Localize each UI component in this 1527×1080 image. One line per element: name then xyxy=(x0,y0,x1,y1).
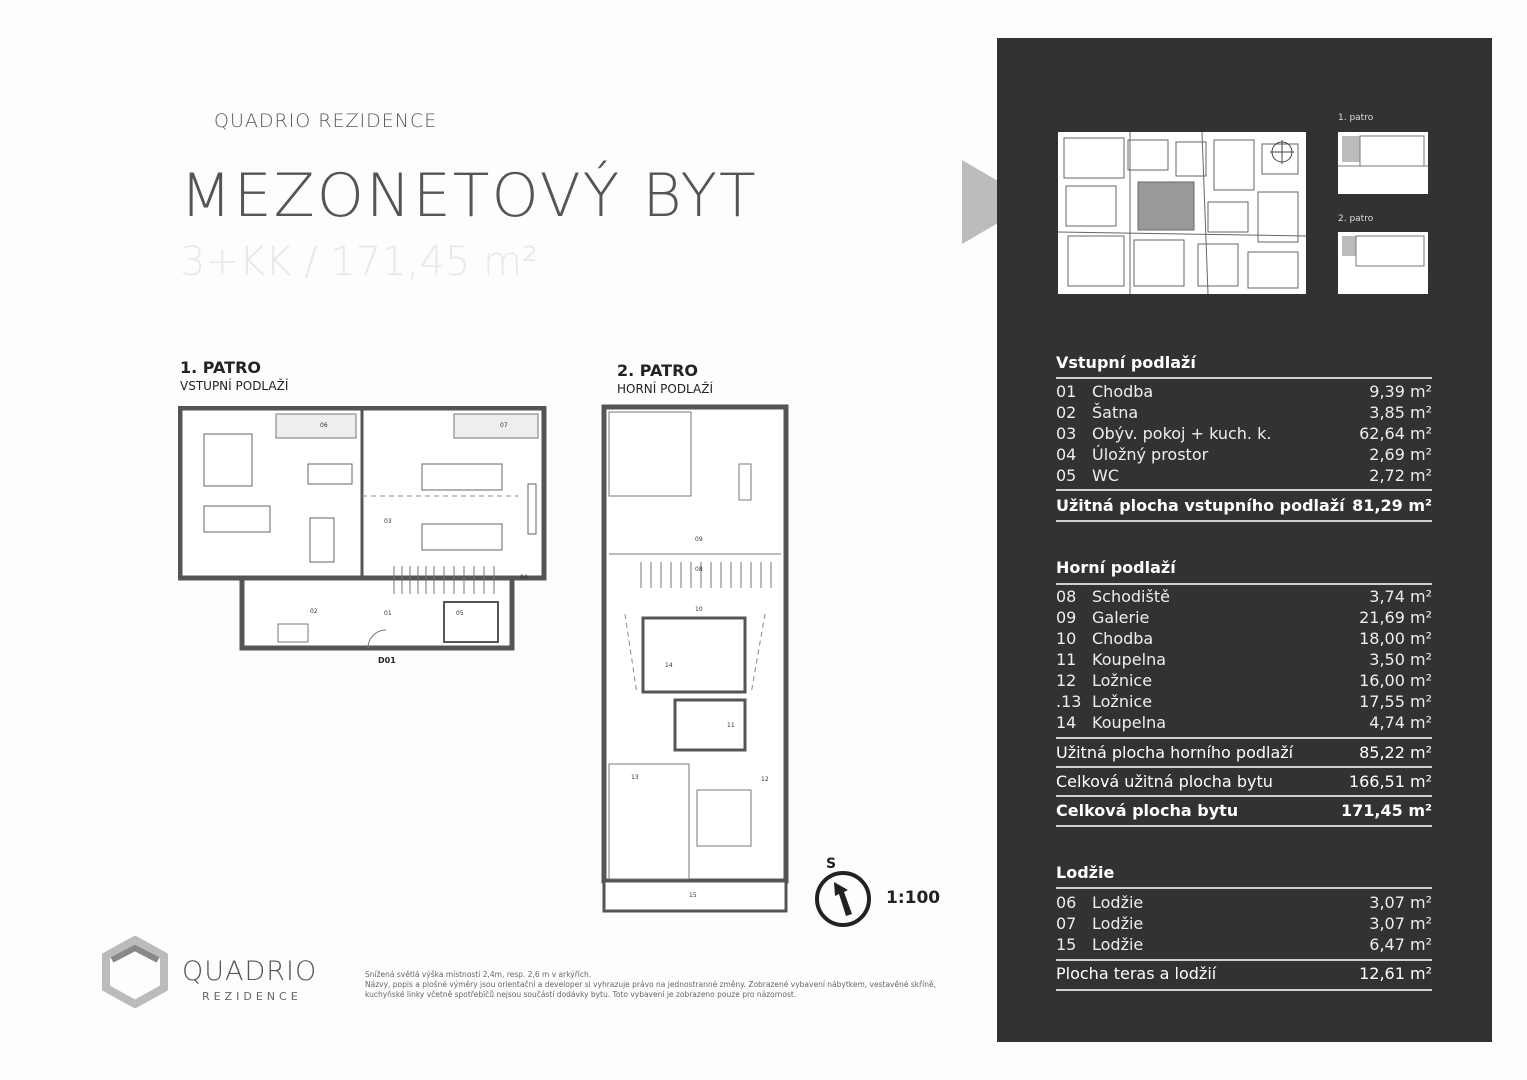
table-row xyxy=(1056,671,1432,692)
room-area: 3,07 m² xyxy=(1369,914,1432,933)
floor1-plan xyxy=(178,406,548,656)
section-entry-title: Vstupní podlaží xyxy=(1056,353,1196,372)
total-area: 171,45 m² xyxy=(1341,801,1432,820)
divider xyxy=(1056,583,1432,585)
room-code: 01 xyxy=(1056,382,1077,401)
locator-floor1-thumb xyxy=(1338,132,1428,194)
usable-total-row xyxy=(1056,772,1432,793)
divider xyxy=(1056,989,1432,991)
room-area: 3,74 m² xyxy=(1369,587,1432,606)
room-area: 17,55 m² xyxy=(1359,692,1432,711)
room-number: 10 xyxy=(695,606,703,613)
room-code: .13 xyxy=(1056,692,1082,711)
room-area: 6,47 m² xyxy=(1369,935,1432,954)
floor2-subtitle: HORNÍ PODLAŽÍ xyxy=(617,382,713,396)
divider xyxy=(1056,959,1432,961)
room-code: 09 xyxy=(1056,608,1077,627)
floor1-subtitle: VSTUPNÍ PODLAŽÍ xyxy=(180,379,289,393)
room-area: 2,72 m² xyxy=(1369,466,1432,485)
room-code: 02 xyxy=(1056,403,1077,422)
room-name: Ložnice xyxy=(1092,671,1153,690)
total-area: 12,61 m² xyxy=(1359,964,1432,983)
table-row xyxy=(1056,935,1432,956)
room-code: 07 xyxy=(1056,914,1077,933)
total-label: Plocha teras a lodžií xyxy=(1056,964,1217,983)
divider xyxy=(1056,377,1432,379)
room-name: Koupelna xyxy=(1092,713,1167,732)
quadrio-logo-icon xyxy=(102,936,168,1008)
room-number: 04 xyxy=(520,574,528,581)
total-label: Celková užitná plocha bytu xyxy=(1056,772,1273,791)
compass xyxy=(814,856,874,930)
room-area: 16,00 m² xyxy=(1359,671,1432,690)
locator-floor2-thumb xyxy=(1338,232,1428,294)
table-row xyxy=(1056,445,1432,466)
room-area: 2,69 m² xyxy=(1369,445,1432,464)
floor1-plan-drawing xyxy=(178,406,548,656)
page-title: MEZONETOVÝ BYT xyxy=(180,161,758,231)
compass-label: S xyxy=(826,856,837,872)
divider xyxy=(1056,737,1432,739)
total-label: Užitná plocha horního podlaží xyxy=(1056,743,1294,762)
room-code: 12 xyxy=(1056,671,1077,690)
room-code: 08 xyxy=(1056,587,1077,606)
table-row xyxy=(1056,650,1432,671)
brand-name: QUADRIO REZIDENCE xyxy=(214,110,438,132)
room-name: Úložný prostor xyxy=(1092,445,1209,464)
room-name: Lodžie xyxy=(1092,935,1144,954)
floor2-title: 2. PATRO xyxy=(617,361,699,380)
room-code: 15 xyxy=(1056,935,1077,954)
floor2-plan-drawing xyxy=(601,404,791,914)
table-row xyxy=(1056,629,1432,650)
room-number: 01 xyxy=(384,610,392,617)
total-label: Užitná plocha vstupního podlaží xyxy=(1056,496,1345,515)
divider xyxy=(1056,489,1432,491)
room-number: 11 xyxy=(727,722,735,729)
section-loggias-title: Lodžie xyxy=(1056,863,1115,882)
locator-map-drawing xyxy=(1058,132,1306,294)
total-label: Celková plocha bytu xyxy=(1056,801,1239,820)
room-number: 15 xyxy=(689,892,697,899)
room-code: 05 xyxy=(1056,466,1077,485)
room-name: Lodžie xyxy=(1092,893,1144,912)
divider xyxy=(1056,795,1432,797)
footnote-line: Snížená světlá výška místností 2,4m, resp. 2,6 m v arkýřích. xyxy=(365,970,592,979)
floor2-heading xyxy=(617,363,713,395)
table-row xyxy=(1056,608,1432,629)
entrance-label: D01 xyxy=(378,656,396,665)
room-number: 14 xyxy=(665,662,673,669)
locator-map xyxy=(1058,132,1306,294)
scale-label: 1:100 xyxy=(886,888,941,908)
divider xyxy=(1056,825,1432,827)
room-name: Schodiště xyxy=(1092,587,1170,606)
room-number: 08 xyxy=(695,566,703,573)
logo-subtitle: REZIDENCE xyxy=(202,990,302,1003)
room-code: 14 xyxy=(1056,713,1077,732)
table-row xyxy=(1056,403,1432,424)
room-area: 18,00 m² xyxy=(1359,629,1432,648)
room-number: 12 xyxy=(761,776,769,783)
table-row xyxy=(1056,893,1432,914)
floor1-title: 1. PATRO xyxy=(180,358,262,377)
total-area: 81,29 m² xyxy=(1352,496,1432,515)
room-name: WC xyxy=(1092,466,1119,485)
grand-total-row xyxy=(1056,801,1432,822)
room-area: 3,85 m² xyxy=(1369,403,1432,422)
total-area: 166,51 m² xyxy=(1348,772,1432,791)
divider xyxy=(1056,766,1432,768)
room-name: Koupelna xyxy=(1092,650,1167,669)
room-number: 02 xyxy=(310,608,318,615)
room-number: 03 xyxy=(384,518,392,525)
table-row xyxy=(1056,713,1432,734)
table-row xyxy=(1056,466,1432,487)
room-code: 06 xyxy=(1056,893,1077,912)
section-upper-title: Horní podlaží xyxy=(1056,558,1176,577)
room-number: 07 xyxy=(500,422,508,429)
footnote-line: Názvy, popis a plošné výměry jsou orientační a developer si vyhrazuje právo na jednostranné změny. Zobrazené vybavení nábytkem, vestavěné skříně, kuchyňské linky včetně spotřebičů nejsou součástí dodávky bytu. Toto vybavení je zobrazeno pouze pro názornost. xyxy=(365,980,937,1000)
logo-name: QUADRIO xyxy=(182,956,318,987)
entry-total-row xyxy=(1056,496,1432,517)
table-row xyxy=(1056,424,1432,445)
room-name: Ložnice xyxy=(1092,692,1153,711)
room-code: 11 xyxy=(1056,650,1077,669)
room-number: 09 xyxy=(695,536,703,543)
room-number: 13 xyxy=(631,774,639,781)
table-row xyxy=(1056,914,1432,935)
room-number: 05 xyxy=(456,610,464,617)
room-area: 3,07 m² xyxy=(1369,893,1432,912)
room-area: 3,50 m² xyxy=(1369,650,1432,669)
loggias-total-row xyxy=(1056,964,1432,985)
room-name: Chodba xyxy=(1092,382,1154,401)
divider xyxy=(1056,520,1432,522)
room-name: Šatna xyxy=(1092,403,1139,422)
footnote xyxy=(365,970,975,1000)
room-area: 4,74 m² xyxy=(1369,713,1432,732)
room-code: 10 xyxy=(1056,629,1077,648)
total-area: 85,22 m² xyxy=(1359,743,1432,762)
table-row xyxy=(1056,692,1432,713)
divider xyxy=(1056,887,1432,889)
table-row xyxy=(1056,382,1432,403)
room-area: 21,69 m² xyxy=(1359,608,1432,627)
north-arrow-icon xyxy=(814,870,874,930)
room-number: 06 xyxy=(320,422,328,429)
floor2-plan xyxy=(601,404,791,914)
room-name: Lodžie xyxy=(1092,914,1144,933)
room-name: Obýv. pokoj + kuch. k. xyxy=(1092,424,1272,443)
upper-total-row xyxy=(1056,743,1432,764)
room-area: 62,64 m² xyxy=(1359,424,1432,443)
apartment-size: 3+KK / 171,45 m² xyxy=(180,239,539,285)
locator-floor1-label: 1. patro xyxy=(1338,113,1374,123)
room-area: 9,39 m² xyxy=(1369,382,1432,401)
room-code: 04 xyxy=(1056,445,1077,464)
room-code: 03 xyxy=(1056,424,1077,443)
floor1-heading xyxy=(180,360,288,392)
locator-floor2-label: 2. patro xyxy=(1338,214,1374,224)
room-name: Galerie xyxy=(1092,608,1150,627)
table-row xyxy=(1056,587,1432,608)
room-name: Chodba xyxy=(1092,629,1154,648)
